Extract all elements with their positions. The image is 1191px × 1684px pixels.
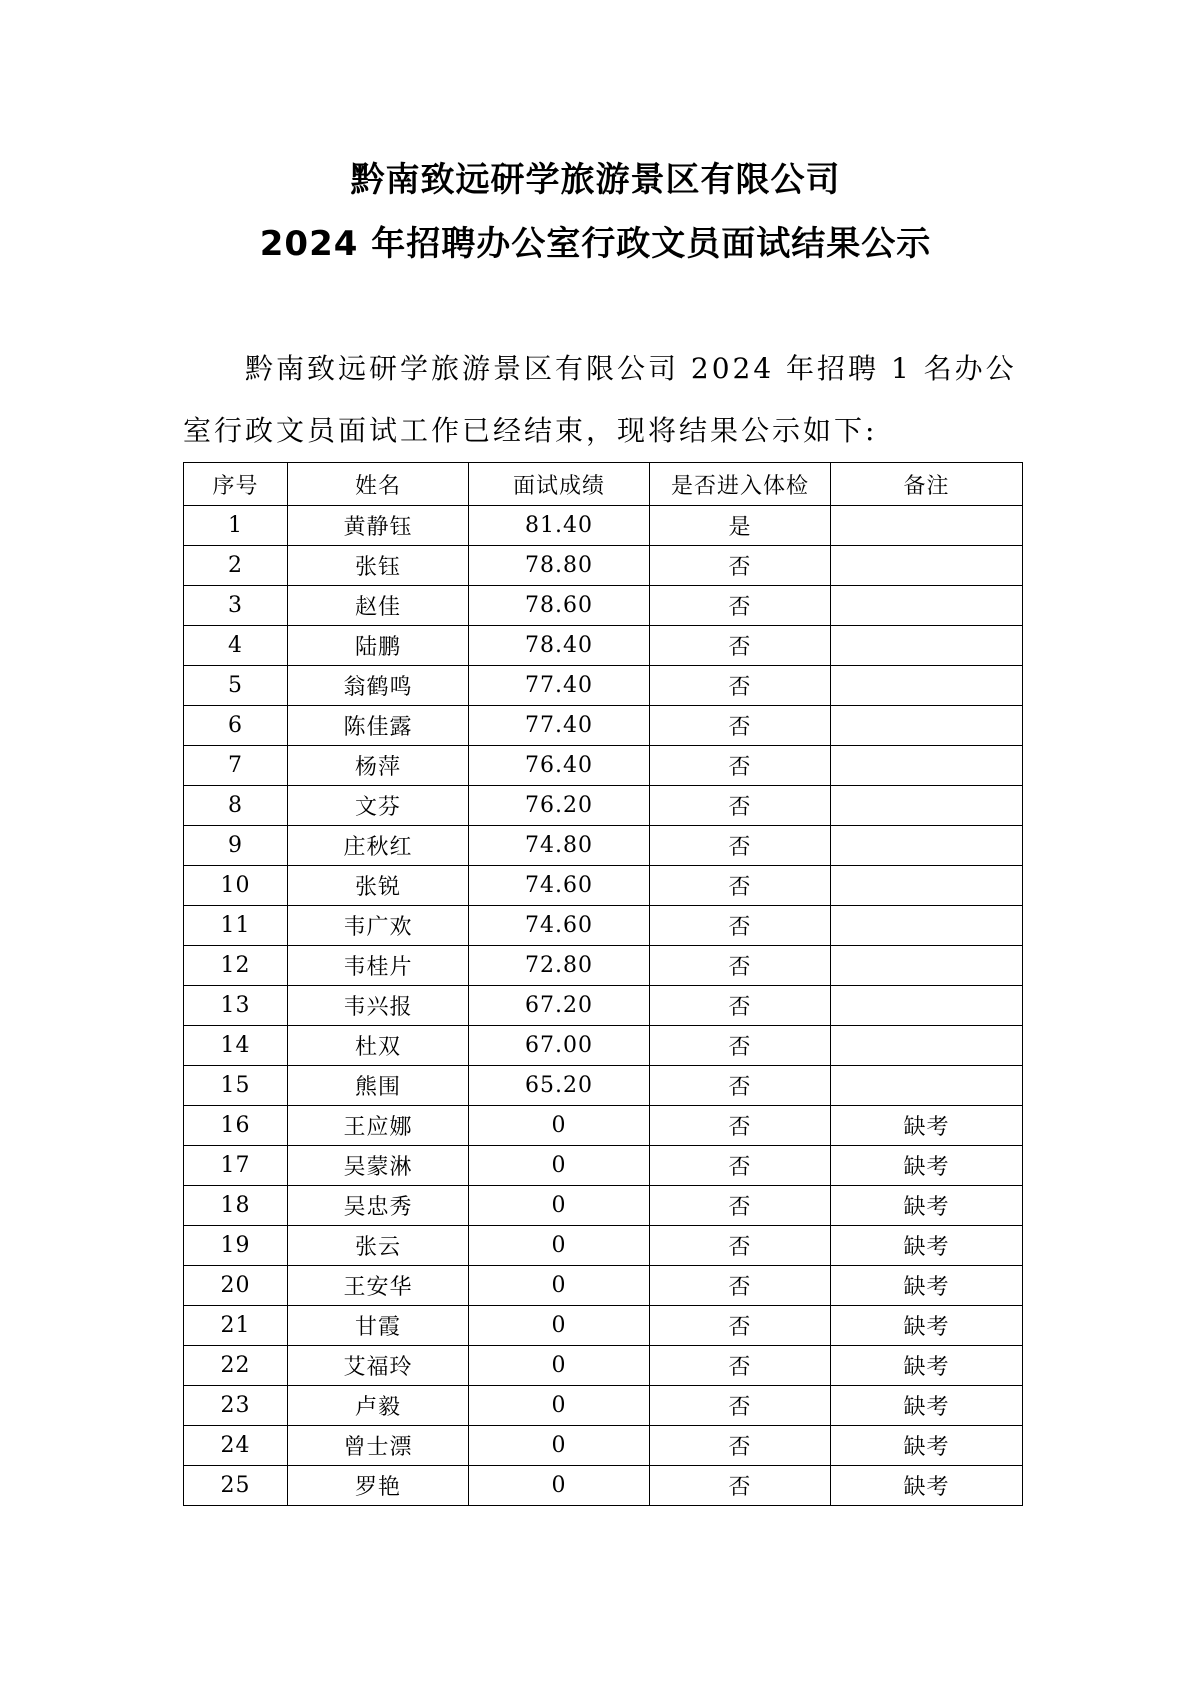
cell-physical-exam: 否 [650, 1426, 831, 1466]
cell-name: 张锐 [288, 866, 469, 906]
cell-remarks: 缺考 [831, 1426, 1023, 1466]
cell-index: 14 [184, 1026, 288, 1066]
cell-name: 张钰 [288, 546, 469, 586]
table-row [184, 706, 1023, 746]
cell-index: 6 [184, 706, 288, 746]
cell-physical-exam: 是 [650, 506, 831, 546]
cell-name: 吴忠秀 [288, 1186, 469, 1226]
cell-name: 卢毅 [288, 1386, 469, 1426]
cell-remarks [831, 546, 1023, 586]
cell-remarks [831, 866, 1023, 906]
cell-index: 21 [184, 1306, 288, 1346]
cell-name: 文芬 [288, 786, 469, 826]
cell-index: 8 [184, 786, 288, 826]
cell-remarks: 缺考 [831, 1386, 1023, 1426]
table-row [184, 826, 1023, 866]
cell-remarks: 缺考 [831, 1306, 1023, 1346]
cell-physical-exam: 否 [650, 586, 831, 626]
cell-remarks [831, 1066, 1023, 1106]
cell-score: 81.40 [469, 506, 650, 546]
cell-physical-exam: 否 [650, 946, 831, 986]
cell-score: 74.60 [469, 906, 650, 946]
table-row [184, 1466, 1023, 1506]
cell-score: 0 [469, 1426, 650, 1466]
cell-name: 赵佳 [288, 586, 469, 626]
cell-name: 翁鹤鸣 [288, 666, 469, 706]
cell-remarks: 缺考 [831, 1106, 1023, 1146]
table-row [184, 1226, 1023, 1266]
cell-name: 黄静钰 [288, 506, 469, 546]
cell-physical-exam: 否 [650, 1266, 831, 1306]
cell-score: 78.80 [469, 546, 650, 586]
cell-score: 67.20 [469, 986, 650, 1026]
cell-name: 韦广欢 [288, 906, 469, 946]
cell-name: 吴蒙淋 [288, 1146, 469, 1186]
cell-name: 甘霞 [288, 1306, 469, 1346]
cell-index: 1 [184, 506, 288, 546]
table-row [184, 1146, 1023, 1186]
table-row [184, 1026, 1023, 1066]
table-row [184, 1346, 1023, 1386]
document-subtitle: 2024 年招聘办公室行政文员面试结果公示 [259, 224, 932, 264]
cell-name: 熊围 [288, 1066, 469, 1106]
cell-remarks [831, 666, 1023, 706]
cell-index: 18 [184, 1186, 288, 1226]
cell-remarks [831, 826, 1023, 866]
cell-score: 78.60 [469, 586, 650, 626]
cell-name: 陈佳露 [288, 706, 469, 746]
table-header-row [184, 463, 1023, 506]
cell-physical-exam: 否 [650, 906, 831, 946]
cell-index: 10 [184, 866, 288, 906]
cell-remarks [831, 786, 1023, 826]
cell-physical-exam: 否 [650, 706, 831, 746]
cell-index: 9 [184, 826, 288, 866]
cell-score: 77.40 [469, 706, 650, 746]
cell-physical-exam: 否 [650, 1386, 831, 1426]
header-physical-exam: 是否进入体检 [650, 463, 831, 506]
cell-physical-exam: 否 [650, 1226, 831, 1266]
cell-physical-exam: 否 [650, 866, 831, 906]
cell-physical-exam: 否 [650, 746, 831, 786]
table-row [184, 906, 1023, 946]
cell-index: 16 [184, 1106, 288, 1146]
cell-index: 15 [184, 1066, 288, 1106]
cell-remarks: 缺考 [831, 1226, 1023, 1266]
cell-name: 韦桂片 [288, 946, 469, 986]
cell-score: 0 [469, 1226, 650, 1266]
table-row [184, 626, 1023, 666]
cell-remarks [831, 746, 1023, 786]
cell-index: 17 [184, 1146, 288, 1186]
table-row [184, 786, 1023, 826]
cell-index: 3 [184, 586, 288, 626]
cell-index: 22 [184, 1346, 288, 1386]
table-row [184, 986, 1023, 1026]
cell-score: 0 [469, 1186, 650, 1226]
table-row [184, 1266, 1023, 1306]
cell-name: 庄秋红 [288, 826, 469, 866]
table-row [184, 1426, 1023, 1466]
cell-index: 24 [184, 1426, 288, 1466]
table-row [184, 586, 1023, 626]
cell-score: 78.40 [469, 626, 650, 666]
header-score: 面试成绩 [469, 463, 650, 506]
table-row [184, 1066, 1023, 1106]
cell-remarks: 缺考 [831, 1466, 1023, 1506]
cell-remarks: 缺考 [831, 1146, 1023, 1186]
cell-physical-exam: 否 [650, 1306, 831, 1346]
cell-physical-exam: 否 [650, 786, 831, 826]
cell-physical-exam: 否 [650, 1466, 831, 1506]
cell-remarks [831, 586, 1023, 626]
cell-physical-exam: 否 [650, 1066, 831, 1106]
cell-score: 77.40 [469, 666, 650, 706]
table-row [184, 666, 1023, 706]
cell-index: 11 [184, 906, 288, 946]
cell-score: 0 [469, 1346, 650, 1386]
cell-index: 7 [184, 746, 288, 786]
cell-remarks [831, 626, 1023, 666]
table-row [184, 1106, 1023, 1146]
cell-physical-exam: 否 [650, 1026, 831, 1066]
cell-score: 74.80 [469, 826, 650, 866]
cell-name: 陆鹏 [288, 626, 469, 666]
cell-score: 76.20 [469, 786, 650, 826]
cell-score: 0 [469, 1466, 650, 1506]
cell-physical-exam: 否 [650, 666, 831, 706]
cell-score: 0 [469, 1146, 650, 1186]
cell-remarks [831, 1026, 1023, 1066]
cell-score: 0 [469, 1106, 650, 1146]
cell-index: 23 [184, 1386, 288, 1426]
cell-name: 张云 [288, 1226, 469, 1266]
table-row [184, 1186, 1023, 1226]
results-table-body [184, 506, 1023, 1506]
table-row [184, 546, 1023, 586]
cell-score: 74.60 [469, 866, 650, 906]
cell-physical-exam: 否 [650, 1346, 831, 1386]
intro-paragraph-line-1: 黔南致远研学旅游景区有限公司 2024 年招聘 1 名办公 [245, 352, 1017, 385]
document-title: 黔南致远研学旅游景区有限公司 [350, 160, 841, 200]
cell-index: 13 [184, 986, 288, 1026]
cell-physical-exam: 否 [650, 546, 831, 586]
header-remarks: 备注 [831, 463, 1023, 506]
cell-index: 25 [184, 1466, 288, 1506]
cell-name: 王安华 [288, 1266, 469, 1306]
cell-physical-exam: 否 [650, 826, 831, 866]
header-name: 姓名 [288, 463, 469, 506]
cell-index: 4 [184, 626, 288, 666]
cell-name: 韦兴报 [288, 986, 469, 1026]
table-row [184, 506, 1023, 546]
table-row [184, 1306, 1023, 1346]
cell-name: 曾士漂 [288, 1426, 469, 1466]
cell-index: 19 [184, 1226, 288, 1266]
cell-physical-exam: 否 [650, 986, 831, 1026]
cell-name: 杨萍 [288, 746, 469, 786]
cell-index: 5 [184, 666, 288, 706]
cell-remarks: 缺考 [831, 1346, 1023, 1386]
table-row [184, 746, 1023, 786]
cell-name: 艾福玲 [288, 1346, 469, 1386]
cell-score: 72.80 [469, 946, 650, 986]
intro-paragraph-line-2: 室行政文员面试工作已经结束，现将结果公示如下: [183, 414, 878, 447]
table-row [184, 946, 1023, 986]
cell-score: 76.40 [469, 746, 650, 786]
cell-name: 罗艳 [288, 1466, 469, 1506]
cell-remarks [831, 506, 1023, 546]
cell-index: 20 [184, 1266, 288, 1306]
cell-physical-exam: 否 [650, 626, 831, 666]
table-row [184, 866, 1023, 906]
cell-physical-exam: 否 [650, 1186, 831, 1226]
cell-remarks [831, 706, 1023, 746]
cell-score: 65.20 [469, 1066, 650, 1106]
cell-index: 12 [184, 946, 288, 986]
cell-name: 杜双 [288, 1026, 469, 1066]
results-table [183, 462, 1023, 1506]
cell-index: 2 [184, 546, 288, 586]
cell-remarks [831, 906, 1023, 946]
cell-score: 67.00 [469, 1026, 650, 1066]
cell-remarks: 缺考 [831, 1266, 1023, 1306]
cell-remarks [831, 946, 1023, 986]
cell-physical-exam: 否 [650, 1146, 831, 1186]
cell-physical-exam: 否 [650, 1106, 831, 1146]
cell-remarks [831, 986, 1023, 1026]
header-index: 序号 [184, 463, 288, 506]
table-row [184, 1386, 1023, 1426]
cell-remarks: 缺考 [831, 1186, 1023, 1226]
cell-score: 0 [469, 1386, 650, 1426]
cell-name: 王应娜 [288, 1106, 469, 1146]
cell-score: 0 [469, 1306, 650, 1346]
cell-score: 0 [469, 1266, 650, 1306]
